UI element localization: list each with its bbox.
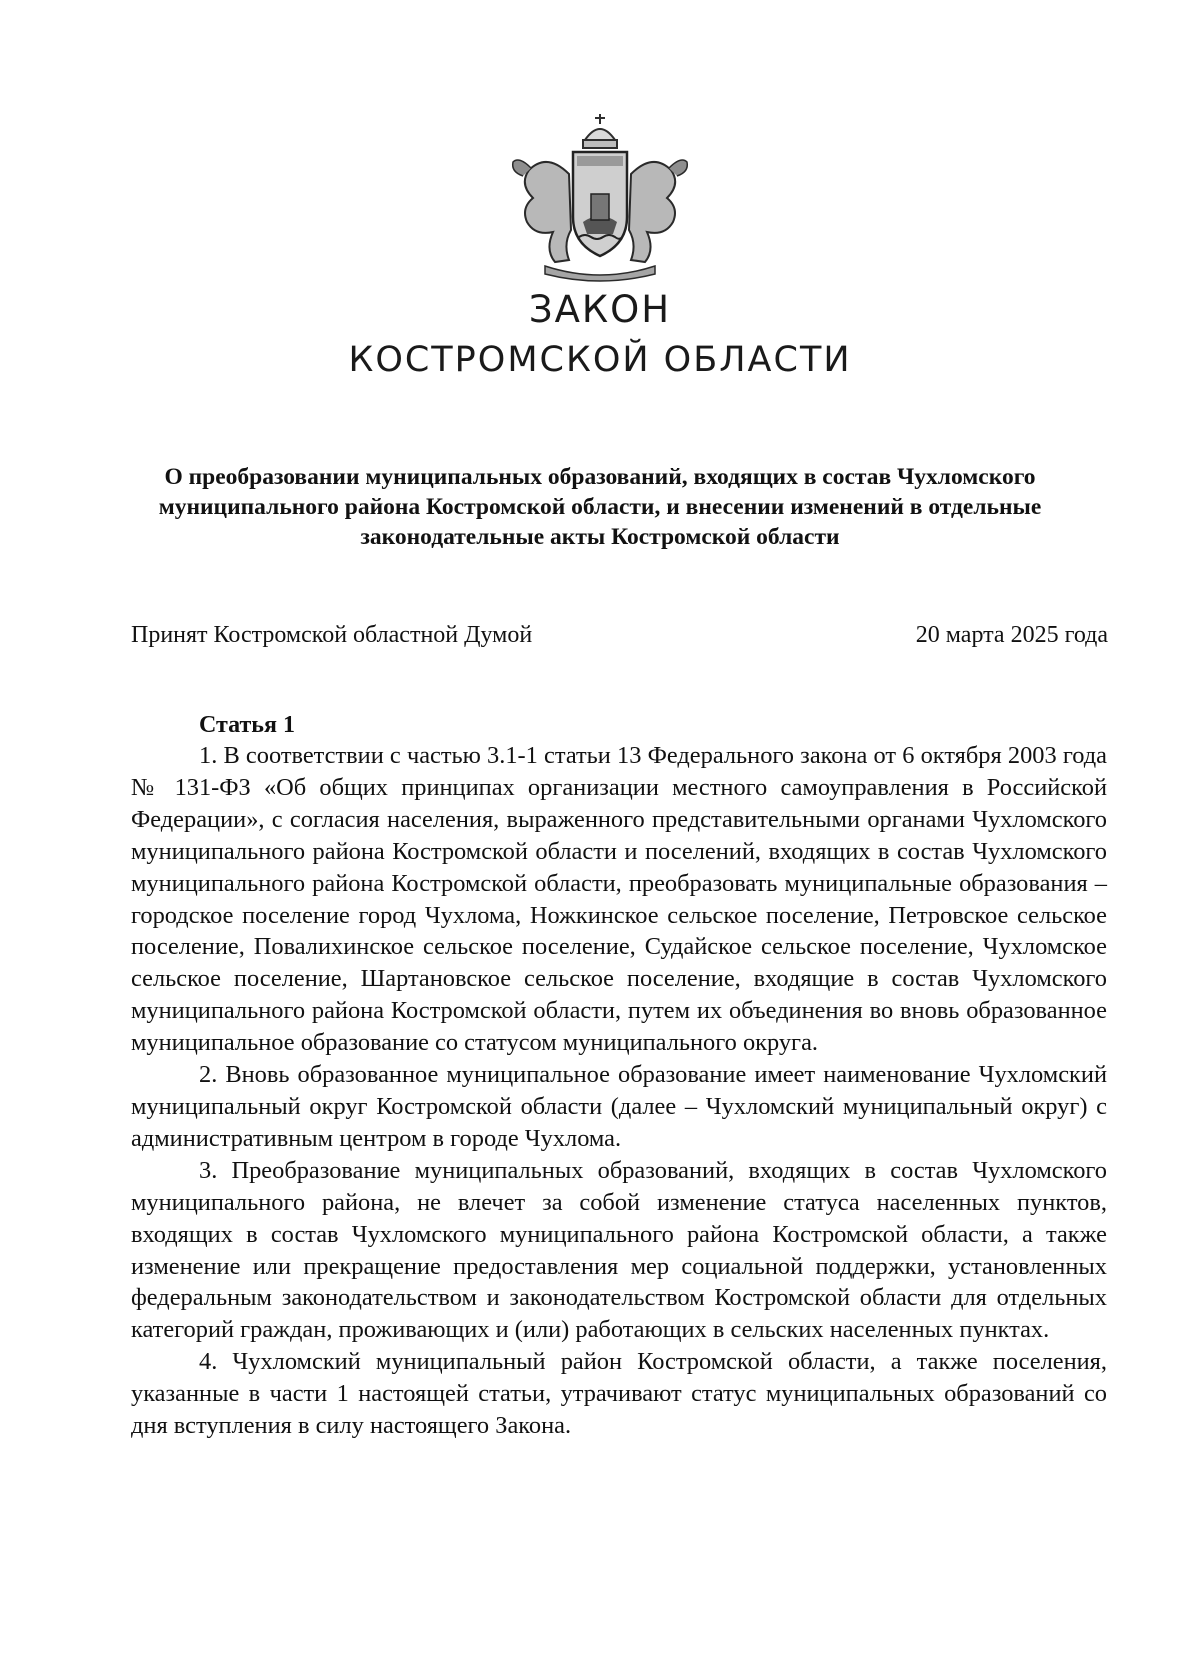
document-type-heading: ЗАКОН [528,288,672,331]
article-paragraph-2: 2. Вновь образованное муниципальное образование имеет наименование Чухломский муниципальный округ Костромской области (далее – Чухломский муниципальный округ) с административным центром в городе Чухлома. [131,1061,1107,1152]
adopted-by: Принят Костромской областной Думой [131,622,533,648]
adoption-date: 20 марта 2025 года [915,622,1108,648]
article-heading: Статья 1 [199,712,295,738]
issuing-region-heading: КОСТРОМСКОЙ ОБЛАСТИ [348,340,852,380]
article-paragraph-3: 3. Преобразование муниципальных образований, входящих в состав Чухломского муниципального района, не влечет за собой изменение статуса населенных пунктов, входящих в состав Чухломского муниципального района Костромской области, а также изменение или прекращение предоставления мер социальной поддержки, установленных федеральным законодательством и законодательством Костромской области для отдельных категорий граждан, проживающих и (или) работающих в сельских населенных пунктах. [131,1156,1107,1344]
law-title: О преобразовании муниципальных образований, входящих в состав Чухломского муниципального района Костромской области, и внесении изменений в отдельные законодательные акты Костромской области [158,464,1042,550]
kostroma-coat-of-arms-icon [505,112,695,284]
article-paragraph-1: 1. В соответствии с частью 3.1-1 статьи 13 Федерального закона от 6 октября 2003 года № 131-ФЗ «Об общих принципах организации местного самоуправления в Российской Федерации», с согласия населения, выраженного представительными органами Чухломского муниципального района Костромской области и поселений, входящих в состав Чухломского муниципального района Костромской области, преобразовать муниципальные образования – городское поселение город Чухлома, Ножкинское сельское поселение, Петровское сельское поселение, Повалихинское сельское поселение, Судайское сельское поселение, Чухломское сельское поселение, Шартановское сельское поселение, входящие в состав Чухломского муниципального района Костромской области, путем их объединения во вновь образованное муниципальное образование со статусом муниципального округа. [131,742,1107,1057]
article-body [131,740,1107,1442]
article-paragraph-4: 4. Чухломский муниципальный район Костромской области, а также поселения, указанные в части 1 настоящей статьи, утрачивают статус муниципальных образований со дня вступления в силу настоящего Закона. [131,1348,1107,1440]
